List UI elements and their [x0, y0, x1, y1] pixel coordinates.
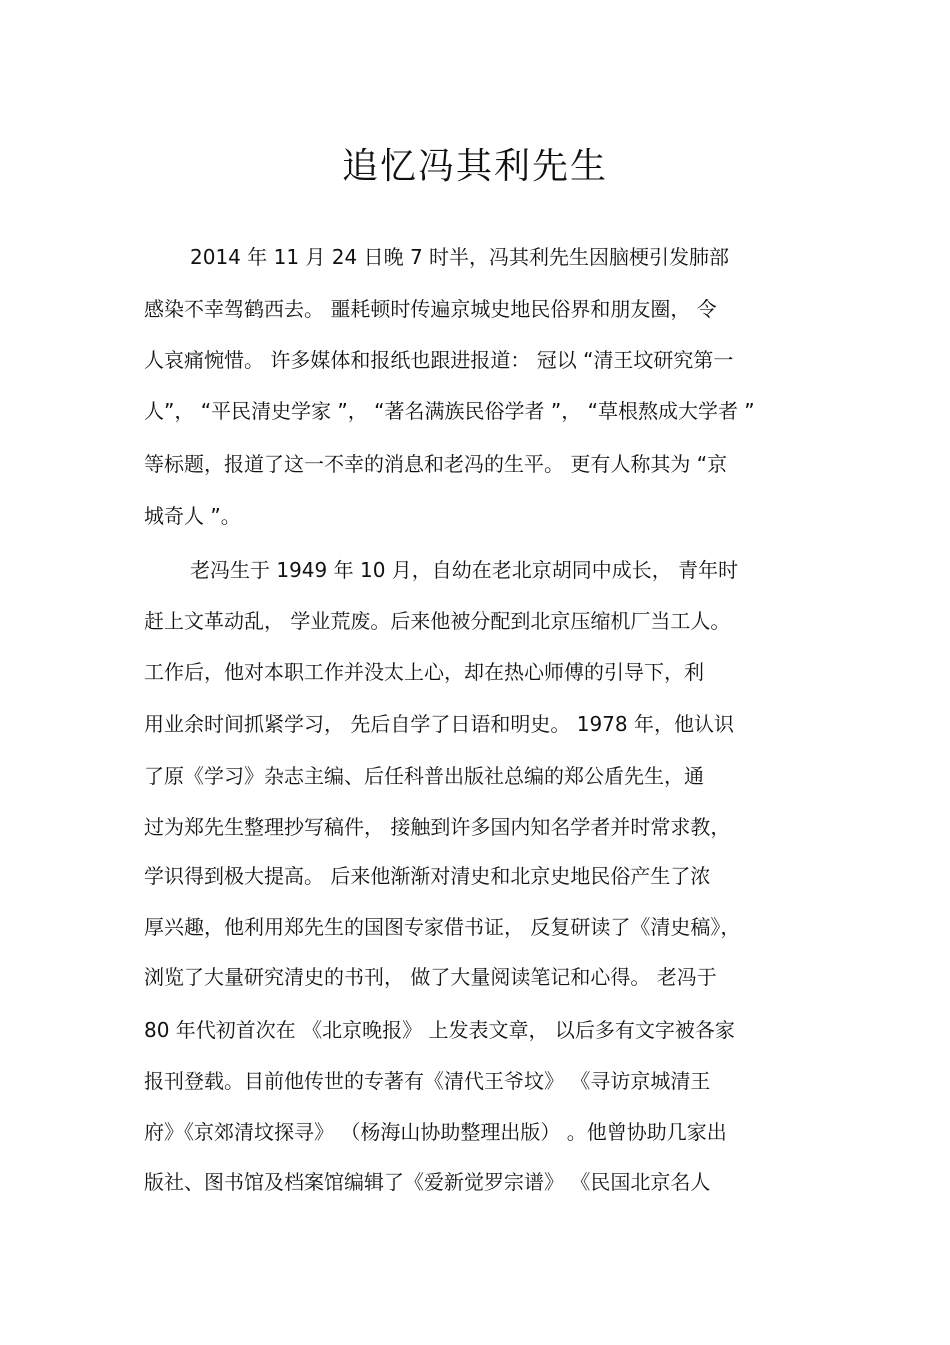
paragraph-line: 过为郑先生整理抄写稿件， 接触到许多国内知名学者并时常求教， — [144, 815, 731, 839]
paragraph-line: 报刊登载。目前他传世的专著有《清代王爷坟》 《寻访京城清王 — [144, 1069, 711, 1093]
paragraph-line: 2014 年 11 月 24 日晚 7 时半，冯其利先生因脑梗引发肺部 — [190, 245, 730, 269]
paragraph-line: 用业余时间抓紧学习， 先后自学了日语和明史。 1978 年，他认识 — [144, 712, 734, 736]
paragraph-line: 学识得到极大提高。 后来他渐渐对清史和北京史地民俗产生了浓 — [144, 864, 711, 888]
paragraph-line: 人”， “平民清史学家 ”， “著名满族民俗学者 ”， “草根熬成大学者 ” — [144, 399, 755, 423]
paragraph-line: 赶上文革动乱， 学业荒废。后来他被分配到北京压缩机厂当工人。 — [144, 609, 731, 633]
paragraph-line: 厚兴趣，他利用郑先生的国图专家借书证， 反复研读了《清史稿》， — [144, 915, 741, 939]
paragraph-line: 浏览了大量研究清史的书刊， 做了大量阅读笔记和心得。 老冯于 — [144, 965, 717, 989]
paragraph-line: 了原《学习》杂志主编、后任科普出版社总编的郑公盾先生，通 — [144, 764, 704, 788]
paragraph-line: 老冯生于 1949 年 10 月，自幼在老北京胡同中成长， 青年时 — [190, 558, 739, 582]
paragraph-line: 版社、图书馆及档案馆编辑了《爱新觉罗宗谱》 《民国北京名人 — [144, 1170, 711, 1194]
paragraph-line: 感染不幸驾鹤西去。 噩耗顿时传遍京城史地民俗界和朋友圈， 令 — [144, 297, 717, 321]
paragraph-line: 等标题，报道了这一不幸的消息和老冯的生平。 更有人称其为 “京 — [144, 452, 728, 476]
paragraph-line: 城奇人 ”。 — [144, 504, 241, 528]
page-title: 追忆冯其利先生 — [341, 146, 608, 187]
paragraph-line: 80 年代初首次在 《北京晚报》 上发表文章， 以后多有文字被各家 — [144, 1018, 735, 1042]
paragraph-line: 人哀痛惋惜。 许多媒体和报纸也跟进报道： 冠以 “清王坟研究第一 — [144, 348, 734, 372]
paragraph-line: 工作后，他对本职工作并没太上心，却在热心师傅的引导下，利 — [144, 660, 704, 684]
paragraph-line: 府》《京郊清坟探寻》 （杨海山协助整理出版） 。他曾协助几家出 — [144, 1120, 727, 1144]
